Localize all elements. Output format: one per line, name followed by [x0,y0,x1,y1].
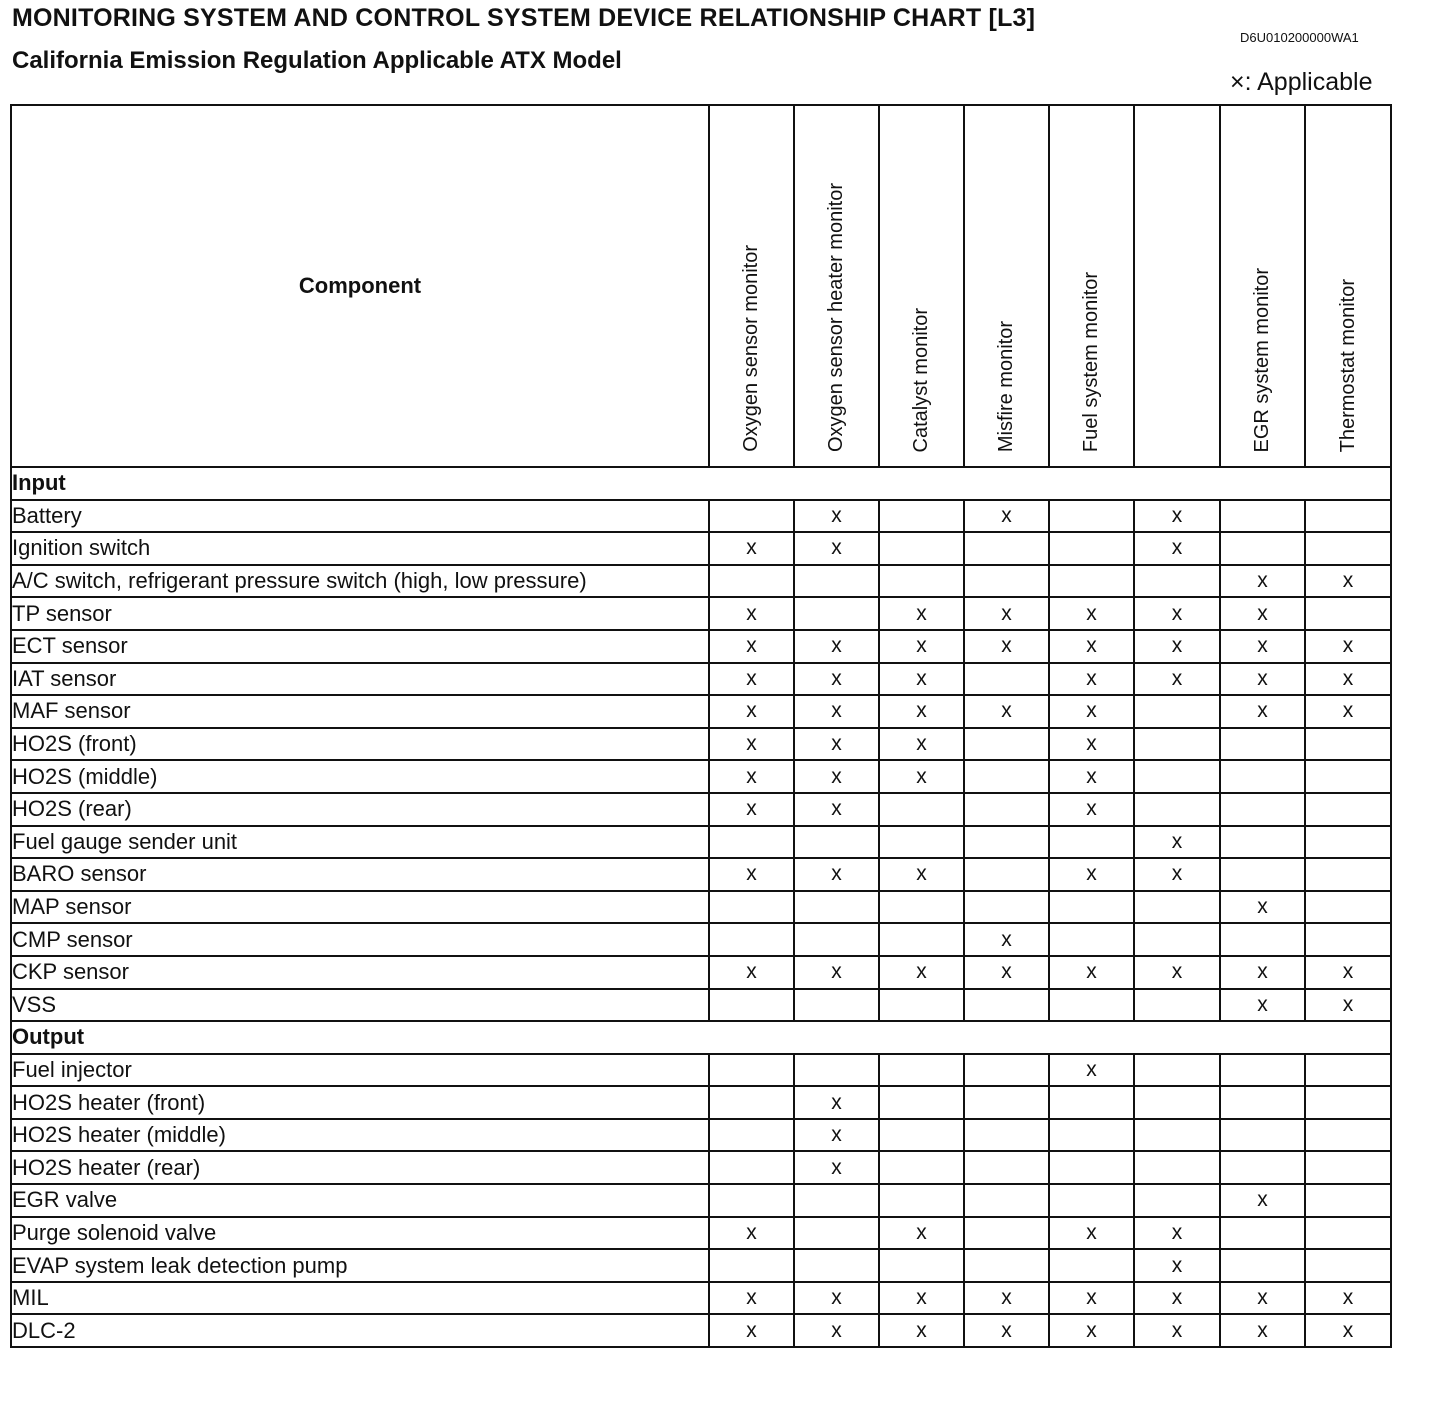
applicability-cell [879,532,964,565]
section-row [11,467,1391,500]
applicability-cell: x [964,695,1049,728]
applicability-cell [964,663,1049,696]
table-row [11,532,1391,565]
component-label: MAF sensor [11,695,709,728]
table-row [11,1217,1391,1250]
component-label: CMP sensor [11,923,709,956]
applicability-cell [1049,532,1134,565]
applicability-cell [709,1054,794,1087]
table-row [11,1151,1391,1184]
applicability-cell [1305,1151,1391,1184]
component-label: VSS [11,989,709,1022]
monitor-header-label: Catalyst monitor [910,307,932,452]
applicability-cell: x [964,597,1049,630]
applicability-cell [879,500,964,533]
table-row [11,923,1391,956]
applicability-cell: x [879,630,964,663]
applicability-cell [1305,1119,1391,1152]
applicability-cell [709,891,794,924]
monitor-header-label: EGR system monitor [1251,267,1273,452]
relationship-table [10,104,1392,1348]
applicability-cell [1134,760,1220,793]
applicability-cell [1049,891,1134,924]
monitor-header [1134,105,1220,467]
applicability-cell: x [1049,793,1134,826]
table-row [11,760,1391,793]
section-row [11,1021,1391,1054]
applicability-cell [1305,858,1391,891]
applicability-cell [1134,1086,1220,1119]
component-label: HO2S (rear) [11,793,709,826]
applicability-cell: x [709,1217,794,1250]
table-row [11,891,1391,924]
applicability-cell: x [1134,630,1220,663]
applicability-cell [879,989,964,1022]
component-label: MIL [11,1282,709,1315]
table-row [11,989,1391,1022]
applicability-cell [1049,1184,1134,1217]
applicability-cell: x [794,532,879,565]
component-label: CKP sensor [11,956,709,989]
applicability-cell [879,826,964,859]
component-label: Ignition switch [11,532,709,565]
applicability-cell [964,728,1049,761]
component-header: Component [11,105,709,467]
applicability-cell [1305,1249,1391,1282]
applicability-cell [879,891,964,924]
component-label: A/C switch, refrigerant pressure switch (high, low pressure) [11,565,709,598]
applicability-cell [1049,1119,1134,1152]
applicability-cell [1134,1054,1220,1087]
applicability-cell [709,1151,794,1184]
monitor-header [1049,105,1134,467]
table-row [11,728,1391,761]
applicability-cell [794,891,879,924]
applicability-cell [1134,728,1220,761]
applicability-cell: x [879,956,964,989]
applicability-cell: x [1220,663,1305,696]
applicability-cell [1220,1217,1305,1250]
applicability-cell: x [1049,956,1134,989]
applicability-cell: x [1305,565,1391,598]
component-label: Fuel injector [11,1054,709,1087]
applicability-cell [1134,923,1220,956]
applicability-cell: x [1134,956,1220,989]
applicability-cell [794,826,879,859]
applicability-cell: x [1220,695,1305,728]
applicability-cell [879,793,964,826]
applicability-cell: x [794,793,879,826]
applicability-cell [1305,597,1391,630]
monitor-header-label: Oxygen sensor monitor [740,245,762,452]
applicability-cell: x [964,1282,1049,1315]
table-row [11,1184,1391,1217]
section-header: Output [11,1021,1391,1054]
page-title: MONITORING SYSTEM AND CONTROL SYSTEM DEVICE RELATIONSHIP CHART [L3] [12,4,1036,32]
applicability-cell: x [1049,1282,1134,1315]
applicability-cell [879,565,964,598]
table-row [11,956,1391,989]
applicability-cell: x [709,956,794,989]
applicability-cell: x [1134,858,1220,891]
applicability-cell [1305,793,1391,826]
table-row [11,793,1391,826]
applicability-cell: x [964,956,1049,989]
applicability-cell: x [1134,597,1220,630]
monitor-header-label: Misfire monitor [995,320,1017,452]
applicability-cell: x [1305,695,1391,728]
component-label: DLC-2 [11,1314,709,1347]
applicability-cell: x [709,858,794,891]
header-row [11,105,1391,467]
applicability-cell [879,1086,964,1119]
component-label: HO2S heater (front) [11,1086,709,1119]
monitor-header-label: Thermostat monitor [1336,278,1359,452]
applicability-cell [964,532,1049,565]
applicability-cell [964,989,1049,1022]
applicability-cell [1220,760,1305,793]
applicability-cell: x [794,1151,879,1184]
table-row [11,630,1391,663]
applicability-cell [1220,1249,1305,1282]
component-label: EVAP system leak detection pump [11,1249,709,1282]
applicability-cell [794,565,879,598]
component-label: HO2S heater (middle) [11,1119,709,1152]
applicability-cell [1305,826,1391,859]
table-row [11,500,1391,533]
applicability-cell: x [964,923,1049,956]
applicability-cell [1220,923,1305,956]
applicability-cell [1134,1151,1220,1184]
applicability-cell [1220,793,1305,826]
applicability-cell [964,1217,1049,1250]
applicability-cell [709,1249,794,1282]
applicability-cell [1049,923,1134,956]
applicability-cell: x [879,1217,964,1250]
applicability-cell: x [709,760,794,793]
applicability-cell [1049,1086,1134,1119]
applicability-cell [1134,695,1220,728]
table-row [11,565,1391,598]
table-row [11,1282,1391,1315]
applicability-cell: x [879,663,964,696]
applicability-cell: x [709,597,794,630]
applicability-cell [879,1119,964,1152]
component-label: EGR valve [11,1184,709,1217]
applicability-cell [1049,500,1134,533]
component-label: Purge solenoid valve [11,1217,709,1250]
section-header: Input [11,467,1391,500]
applicability-cell: x [1134,1249,1220,1282]
applicability-cell: x [879,1282,964,1315]
applicability-cell [1220,728,1305,761]
table-row [11,1249,1391,1282]
document-id: D6U010200000WA1 [1240,30,1359,45]
component-label: BARO sensor [11,858,709,891]
applicability-cell: x [1220,1282,1305,1315]
applicability-cell: x [1305,989,1391,1022]
table-row [11,1314,1391,1347]
applicability-cell: x [1049,1314,1134,1347]
monitor-header [794,105,879,467]
table-body [11,467,1391,1347]
applicability-cell [709,923,794,956]
applicability-cell: x [709,695,794,728]
applicability-cell [1305,891,1391,924]
applicability-cell [1220,826,1305,859]
table-row [11,1054,1391,1087]
applicability-cell: x [709,663,794,696]
applicability-cell [1220,500,1305,533]
legend-applicable: ×: Applicable [1230,68,1373,96]
table-row [11,1119,1391,1152]
monitor-header-label: Fuel system monitor [1080,271,1102,452]
monitor-header [879,105,964,467]
applicability-cell: x [1134,1217,1220,1250]
applicability-cell: x [1305,956,1391,989]
applicability-cell: x [709,630,794,663]
applicability-cell: x [1049,597,1134,630]
applicability-cell [794,923,879,956]
applicability-cell: x [1049,695,1134,728]
applicability-cell [879,1184,964,1217]
applicability-cell: x [709,793,794,826]
applicability-cell [1305,760,1391,793]
applicability-cell: x [794,1086,879,1119]
applicability-cell: x [1049,1054,1134,1087]
applicability-cell: x [794,1314,879,1347]
applicability-cell: x [964,500,1049,533]
applicability-cell [1305,532,1391,565]
applicability-cell: x [1049,663,1134,696]
applicability-cell: x [794,728,879,761]
applicability-cell [1049,826,1134,859]
applicability-cell: x [1134,663,1220,696]
applicability-cell: x [964,1314,1049,1347]
monitor-header [964,105,1049,467]
applicability-cell [709,1184,794,1217]
component-label: IAT sensor [11,663,709,696]
applicability-cell: x [1134,826,1220,859]
applicability-cell [964,565,1049,598]
applicability-cell: x [879,728,964,761]
applicability-cell [709,826,794,859]
applicability-cell [1049,989,1134,1022]
applicability-cell: x [794,663,879,696]
applicability-cell [964,1054,1049,1087]
applicability-cell: x [879,1314,964,1347]
table-row [11,826,1391,859]
component-label: HO2S (middle) [11,760,709,793]
applicability-cell [794,597,879,630]
applicability-cell [709,989,794,1022]
table-row [11,858,1391,891]
applicability-cell [1134,1119,1220,1152]
component-label: ECT sensor [11,630,709,663]
component-label: MAP sensor [11,891,709,924]
applicability-cell [1220,1151,1305,1184]
applicability-cell: x [1049,858,1134,891]
applicability-cell [964,1249,1049,1282]
applicability-cell: x [879,858,964,891]
applicability-cell: x [709,1282,794,1315]
applicability-cell [1134,1184,1220,1217]
applicability-cell: x [1220,565,1305,598]
applicability-cell [1049,1249,1134,1282]
table-row [11,663,1391,696]
applicability-cell [1134,565,1220,598]
monitor-header [709,105,794,467]
applicability-cell [964,826,1049,859]
applicability-cell: x [794,500,879,533]
applicability-cell: x [794,1282,879,1315]
applicability-cell [964,1151,1049,1184]
applicability-cell: x [879,695,964,728]
applicability-cell: x [794,630,879,663]
applicability-cell: x [1134,532,1220,565]
applicability-cell [879,1054,964,1087]
table-row [11,1086,1391,1119]
applicability-cell [709,1119,794,1152]
applicability-cell [964,793,1049,826]
applicability-cell [1134,793,1220,826]
applicability-cell: x [1305,663,1391,696]
applicability-cell [794,1054,879,1087]
applicability-cell [964,1184,1049,1217]
applicability-cell: x [1134,1314,1220,1347]
component-label: Battery [11,500,709,533]
applicability-cell: x [1049,760,1134,793]
applicability-cell [879,923,964,956]
applicability-cell: x [794,760,879,793]
applicability-cell: x [709,728,794,761]
applicability-cell [1305,500,1391,533]
applicability-cell [1305,1217,1391,1250]
applicability-cell: x [1134,1282,1220,1315]
applicability-cell: x [1220,1314,1305,1347]
applicability-cell [794,1249,879,1282]
applicability-cell [709,565,794,598]
applicability-cell [794,1184,879,1217]
applicability-cell: x [1220,1184,1305,1217]
applicability-cell: x [1220,891,1305,924]
applicability-cell: x [709,1314,794,1347]
applicability-cell [1220,1054,1305,1087]
applicability-cell: x [794,956,879,989]
monitor-header [1305,105,1391,467]
applicability-cell: x [794,1119,879,1152]
table-row [11,597,1391,630]
applicability-cell: x [879,760,964,793]
applicability-cell: x [1220,597,1305,630]
applicability-cell [709,500,794,533]
applicability-cell [1220,532,1305,565]
applicability-cell [1305,1086,1391,1119]
applicability-cell [709,1086,794,1119]
applicability-cell: x [1305,1282,1391,1315]
applicability-cell: x [1049,630,1134,663]
applicability-cell [964,891,1049,924]
applicability-cell: x [1305,630,1391,663]
applicability-cell [794,989,879,1022]
applicability-cell [1220,1086,1305,1119]
applicability-cell [1220,858,1305,891]
applicability-cell: x [1134,500,1220,533]
applicability-cell: x [964,630,1049,663]
applicability-cell [1049,1151,1134,1184]
applicability-cell [1220,1119,1305,1152]
applicability-cell [879,1151,964,1184]
applicability-cell [964,1119,1049,1152]
applicability-cell: x [1220,956,1305,989]
applicability-cell: x [1220,989,1305,1022]
applicability-cell: x [1305,1314,1391,1347]
applicability-cell: x [794,695,879,728]
applicability-cell [1305,1184,1391,1217]
component-label: HO2S heater (rear) [11,1151,709,1184]
component-label: TP sensor [11,597,709,630]
table-row [11,695,1391,728]
applicability-cell: x [1220,630,1305,663]
page-subtitle: California Emission Regulation Applicable ATX Model [12,47,622,74]
applicability-cell: x [794,858,879,891]
monitor-header [1220,105,1305,467]
applicability-cell [1305,923,1391,956]
component-label: Fuel gauge sender unit [11,826,709,859]
applicability-cell [964,1086,1049,1119]
applicability-cell [1305,1054,1391,1087]
applicability-cell: x [879,597,964,630]
applicability-cell [1049,565,1134,598]
applicability-cell [1134,989,1220,1022]
applicability-cell [1134,891,1220,924]
applicability-cell [1305,728,1391,761]
applicability-cell: x [1049,1217,1134,1250]
component-label: HO2S (front) [11,728,709,761]
applicability-cell: x [1049,728,1134,761]
applicability-cell [879,1249,964,1282]
applicability-cell [964,760,1049,793]
monitor-header-label: Oxygen sensor heater monitor [825,182,847,452]
applicability-cell [794,1217,879,1250]
applicability-cell: x [709,532,794,565]
applicability-cell [964,858,1049,891]
